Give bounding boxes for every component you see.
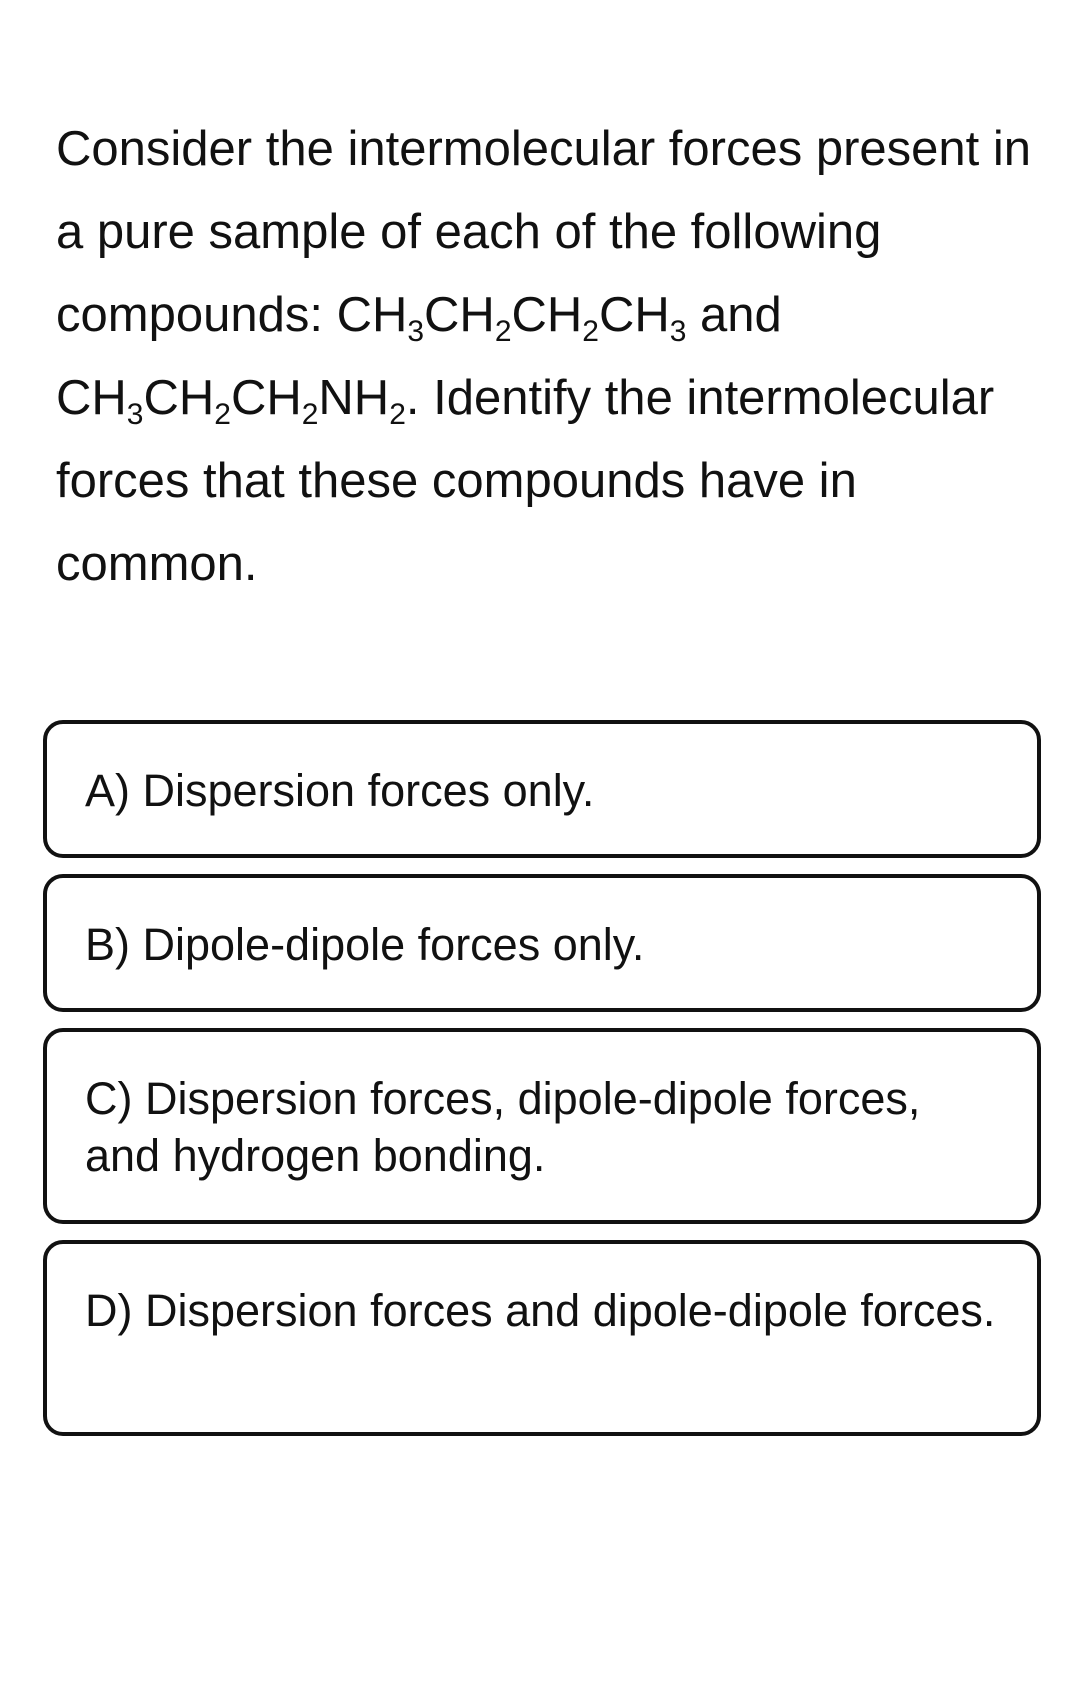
option-b-button[interactable] bbox=[43, 874, 1041, 1012]
question-outro: . Identify the intermolecular forces that these compounds have in common. bbox=[56, 371, 995, 591]
option-a-label: A) Dispersion forces only. bbox=[85, 765, 595, 816]
question-intro: Consider the intermolecular forces present in a pure sample of each of the following compounds: bbox=[56, 122, 1032, 342]
formula-part: CH bbox=[336, 288, 408, 342]
formula-part: NH bbox=[318, 371, 390, 425]
option-d-label: D) Dispersion forces and dipole-dipole forces. bbox=[85, 1285, 996, 1336]
formula-part: CH bbox=[56, 371, 127, 425]
formula-subscript: 2 bbox=[494, 315, 512, 348]
option-a-button[interactable] bbox=[43, 720, 1041, 858]
option-d-button[interactable] bbox=[43, 1240, 1041, 1436]
formula-part: CH bbox=[230, 371, 302, 425]
formula-subscript: 2 bbox=[301, 398, 319, 431]
formula-part: CH bbox=[598, 288, 670, 342]
answer-options bbox=[43, 720, 1041, 1452]
question-connector: and bbox=[686, 288, 782, 342]
formula-subscript: 3 bbox=[669, 315, 687, 348]
formula-part: CH bbox=[424, 288, 495, 342]
formula-subscript: 2 bbox=[214, 398, 231, 431]
option-c-button[interactable] bbox=[43, 1028, 1041, 1224]
compound-butane bbox=[336, 288, 687, 348]
formula-subscript: 2 bbox=[389, 398, 406, 431]
formula-subscript: 2 bbox=[582, 315, 599, 348]
question-text bbox=[56, 108, 1036, 606]
formula-part: CH bbox=[511, 288, 583, 342]
formula-part: CH bbox=[143, 371, 215, 425]
compound-propylamine bbox=[56, 371, 406, 431]
formula-subscript: 3 bbox=[126, 398, 144, 431]
option-b-label: B) Dipole-dipole forces only. bbox=[85, 919, 645, 970]
option-c-label: C) Dispersion forces, dipole-dipole forces, and hydrogen bonding. bbox=[85, 1073, 921, 1181]
formula-subscript: 3 bbox=[407, 315, 425, 348]
